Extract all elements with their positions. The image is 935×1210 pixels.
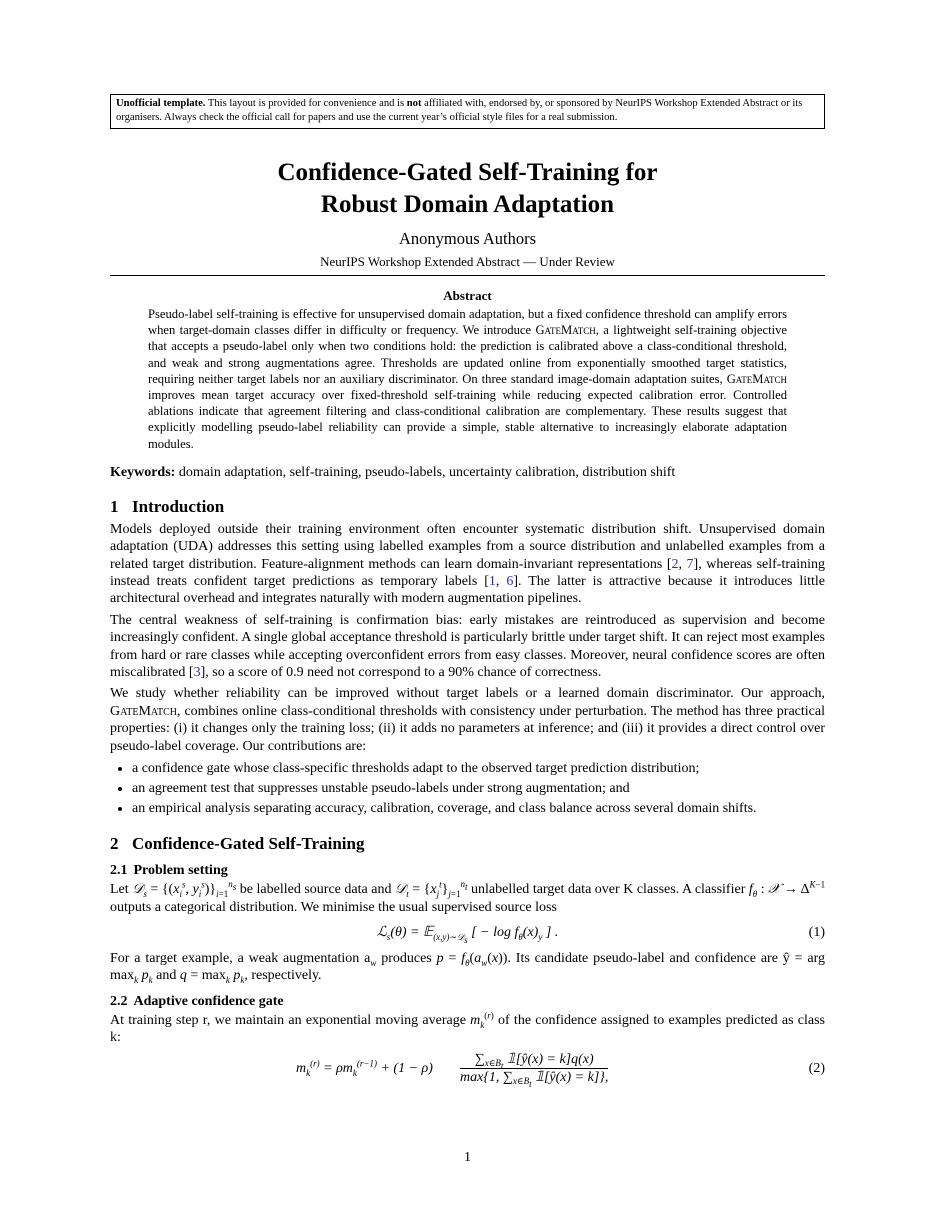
citation-link[interactable]: 7 bbox=[686, 556, 694, 572]
equation-2: $m_k^{(r)} = \rho m_k^{(r-1)} + (1 - \rho)$ $\sum_{x\in B_t}$ 𝟙[ŷ(x) = k]q(x) max{1, $\sum_{x\in B_t}$ 𝟙[ŷ(x) = k]}, (2) bbox=[296, 1051, 825, 1090]
equation-1: ℒ$_s$(θ) = 𝔼$_{(x,y)\sim 𝒟_s}$ [ − $\log f_\theta(x)_y$ ] . (1) bbox=[376, 924, 825, 945]
notice-emphasis: not bbox=[406, 98, 422, 109]
problem-setting-paragraph: Let 𝒟$_s$ = {($x_i^s$, $y_i^s)\}_{i=1}^{n_s}$ be labelled source data and 𝒟$_t$ = $\{x_j^t\}_{j=1}^{n_t}$ unlabelled target data over K classes. A classifier $f_\theta$ : 𝒳 → $\Delta^{K-1}$ outputs a categorical distribution. We minimise the usual supervised source loss bbox=[110, 879, 826, 915]
page-number: 1 bbox=[464, 1150, 471, 1165]
header-rule bbox=[110, 275, 825, 276]
keywords-label: Keywords: bbox=[110, 464, 176, 480]
notice-lead: Unofficial template. bbox=[116, 98, 206, 109]
subsection-heading-confidence-gate: 2.2 Adaptive confidence gate bbox=[110, 993, 284, 1009]
intro-paragraph-2: The central weakness of self-training is confirmation bias: early mistakes are reintroduced as supervision and become increasingly confident. A single global acceptance threshold is particularly brittle under target shift. It can reject most examples from hard or rare classes while accepting overconfident errors from easy classes. Moreover, neural confidence scores are often miscalibrated [3], so a score of 0.9 need not correspond to a 90% chance of correctness. bbox=[110, 612, 825, 681]
intro-paragraph-3: We study whether reliability can be improved without target labels or a learned domain discriminator. Our approach, GateMatch, combines online class-conditional thresholds with consistency under perturbation. The method has three practical properties: (i) it changes only the training loss; (ii) it adds no parameters at inference; and (iii) it provides a direct control over pseudo-label coverage. Our contributions are: bbox=[110, 686, 825, 754]
confidence-gate-paragraph: At training step r, we maintain an exponential moving average $m_k^{(r)}$ of the confidence assigned to examples predicted as class k: bbox=[110, 1010, 825, 1046]
abstract-part-1: Pseudo-label self-training is effective for unsupervised domain adaptation, but a fixed confidence threshold can amplify errors when target-domain classes differ in difficulty or frequency. We introduce bbox=[148, 307, 787, 338]
citation-link[interactable]: 3 bbox=[193, 665, 201, 681]
contributions-list bbox=[110, 759, 825, 819]
title-line-2: Robust Domain Adaptation bbox=[320, 191, 615, 218]
title-line-1: Confidence-Gated Self-Training for bbox=[277, 159, 658, 186]
list-item: • an empirical analysis separating accuracy, calibration, coverage, and class balance across several domain shifts. bbox=[132, 799, 825, 819]
equation-number: (2) bbox=[808, 1060, 825, 1076]
abstract-body bbox=[148, 306, 787, 452]
list-item: • a confidence gate whose class-specific thresholds adapt to the observed target prediction distribution; bbox=[132, 759, 825, 779]
intro-paragraph-1: Models deployed outside their training environment often encounter systematic distribution shift. Unsupervised domain adaptation (UDA) addresses this setting using labelled examples from a source distribution and unlabelled examples from a related target distribution. Feature-alignment methods can learn domain-invariant representations [2, 7], whereas self-training instead treats confident target predictions as temporary labels [1, 6]. The latter is attractive because it introduces little architectural overhead and integrates naturally with modern augmentation pipelines. bbox=[110, 521, 825, 607]
citation-link[interactable]: 2 bbox=[671, 556, 679, 572]
venue: NeurIPS Workshop Extended Abstract — Under Review bbox=[320, 254, 615, 269]
equation-number: (1) bbox=[808, 924, 825, 940]
method-name: GateMatch bbox=[726, 371, 787, 386]
abstract-heading: Abstract bbox=[443, 288, 492, 303]
subsection-heading-problem-setting: 2.1 Problem setting bbox=[110, 863, 228, 879]
section-heading-method: 2 Confidence-Gated Self-Training bbox=[110, 834, 365, 854]
citation-link[interactable]: 6 bbox=[506, 574, 514, 590]
target-example-paragraph: For a target example, a weak augmentation $a_w$ produces $p = f_\theta(a_w(x))$. Its candidate pseudo-label and confidence are ŷ = arg $\max_k p_k$ and $q = \max_k p_k$, respectively. bbox=[110, 950, 825, 986]
unofficial-template-notice bbox=[110, 94, 825, 129]
section-heading-introduction: 1 Introduction bbox=[110, 496, 225, 516]
keywords bbox=[110, 464, 825, 482]
method-name: GateMatch bbox=[535, 323, 596, 338]
list-item: • an agreement test that suppresses unstable pseudo-labels under strong augmentation; and bbox=[132, 779, 825, 799]
abstract-part-2: , a lightweight self-training objective that accepts a pseudo-label only when two conditions hold: the prediction is calibrated above a class-conditional threshold, and weak and strong augmentations agree. Thresholds are updated online from exponentially smoothed target statistics, requiring neither target labels nor an auxiliary discriminator. On three standard image-domain adaptation suites, bbox=[148, 323, 787, 386]
paper-title bbox=[110, 157, 825, 221]
keywords-text: domain adaptation, self-training, pseudo-labels, uncertainty calibration, distribution shift bbox=[175, 464, 676, 480]
abstract-part-3: improves mean target accuracy over fixed-threshold self-training while reducing expected calibration error. Controlled ablations indicate that agreement filtering and class-conditional calibration are complementary. These results suggest that explicitly modelling pseudo-label reliability can provide a simple, stable alternative to increasingly elaborate adaptation modules. bbox=[148, 388, 787, 451]
notice-text-b: affiliated with, endorsed by, or sponsored by NeurIPS Workshop Extended Abstract or its organisers. Always check the official call for papers and use the current year’s official style files for a real submission. bbox=[116, 98, 803, 123]
notice-text-a: This layout is provided for convenience and is bbox=[205, 98, 407, 109]
method-name: GateMatch bbox=[110, 703, 178, 719]
citation-link[interactable]: 1 bbox=[488, 574, 496, 590]
paper-page bbox=[110, 94, 825, 1091]
authors: Anonymous Authors bbox=[398, 229, 537, 248]
